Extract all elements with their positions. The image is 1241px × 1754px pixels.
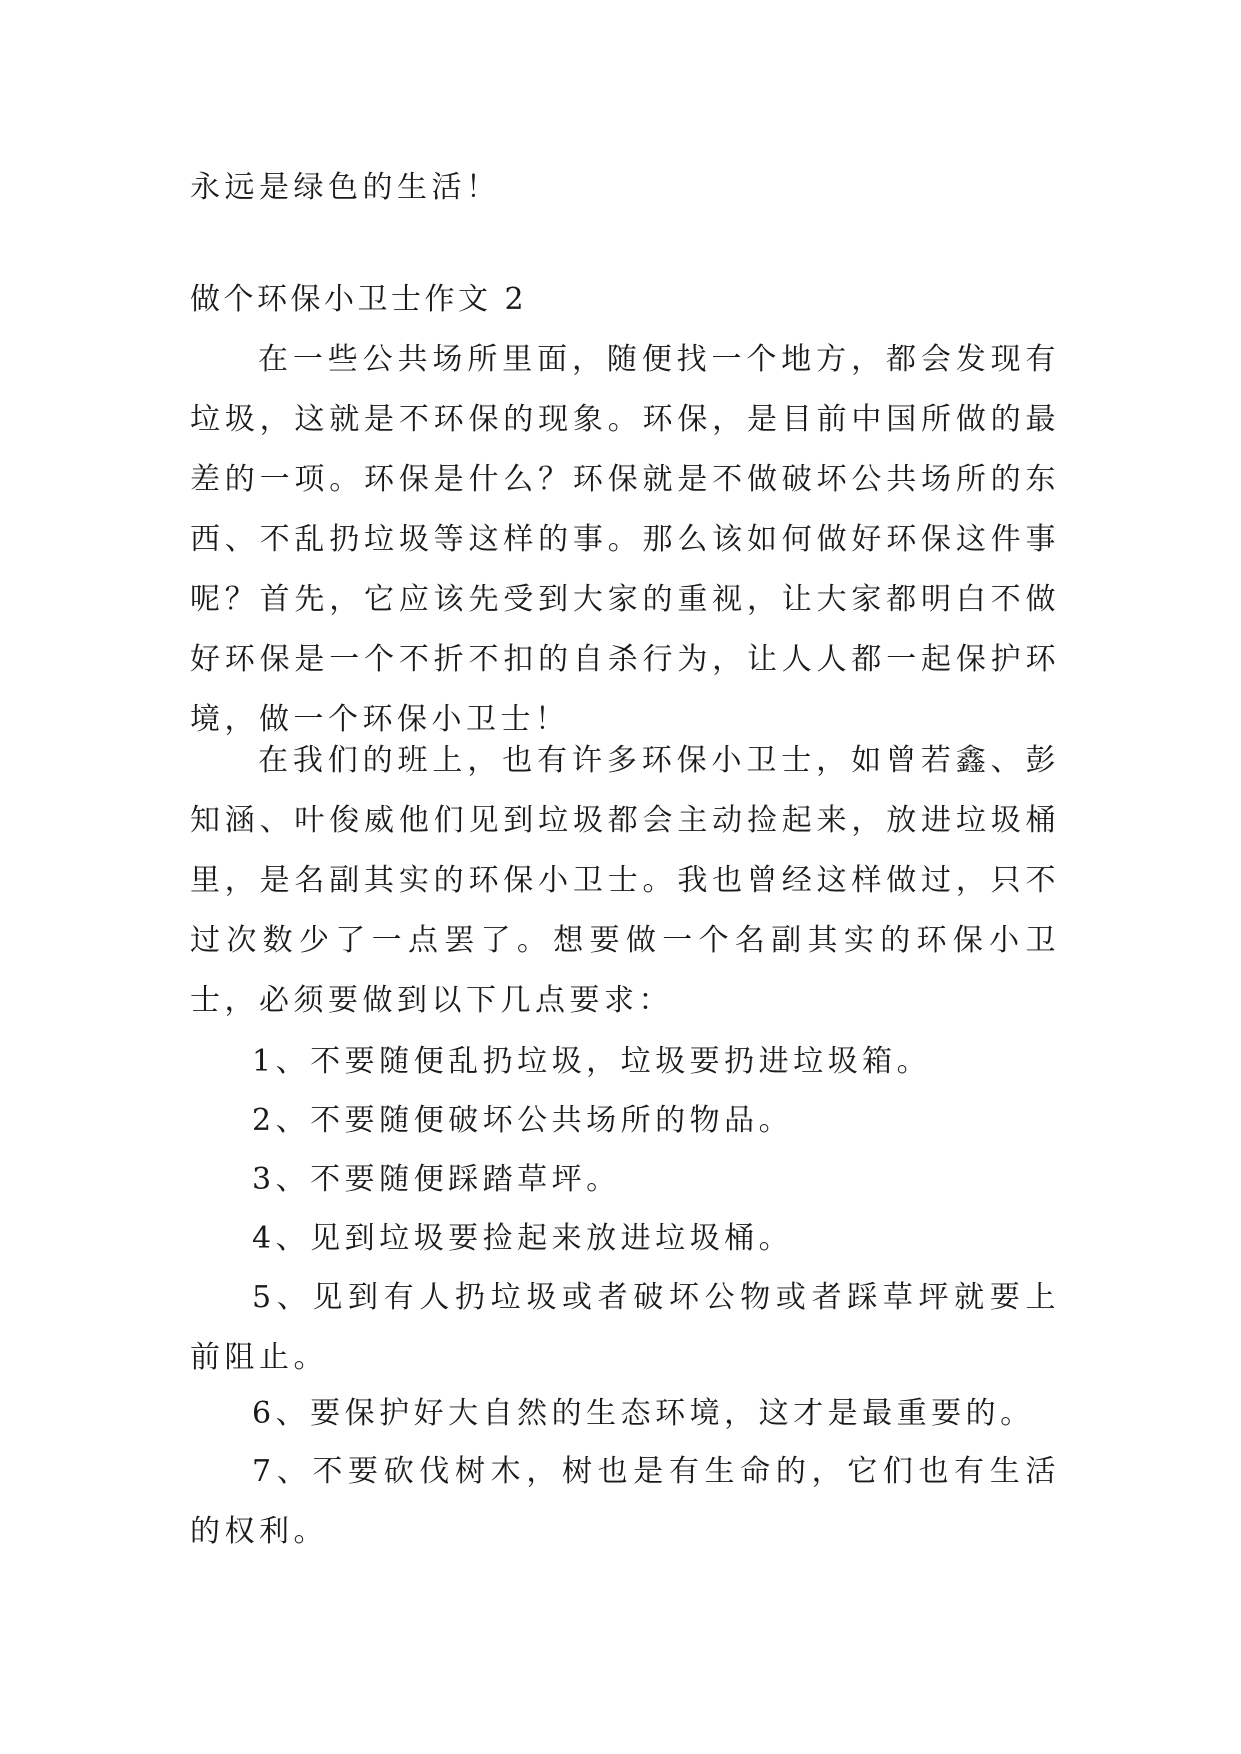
list-item: 1、不要随便乱扔垃圾，垃圾要扔进垃圾箱。 [252,1044,932,1079]
list-item: 7、不要砍伐树木，树也是有生命的，它们也有生活的权利。 [190,1454,1060,1549]
closing-line: 永远是绿色的生活！ [190,170,501,205]
list-item: 2、不要随便破坏公共场所的物品。 [252,1103,794,1138]
list-item: 4、见到垃圾要捡起来放进垃圾桶。 [252,1221,794,1256]
list-item: 6、要保护好大自然的生态环境，这才是最重要的。 [252,1396,1035,1431]
list-item: 3、不要随便踩踏草坪。 [252,1162,621,1197]
paragraph-intro: 在一些公共场所里面，随便找一个地方，都会发现有垃圾，这就是不环保的现象。环保，是目前中国所做的最差的一项。环保是什么？环保就是不做破坏公共场所的东西、不乱扔垃圾等这样的事。那么该如何做好环保这件事呢？首先，它应该先受到大家的重视，让大家都明白不做好环保是一个不折不扣的自杀行为，让人人都一起保护环境，做一个环保小卫士！ [190,342,1060,737]
list-item: 5、见到有人扔垃圾或者破坏公物或者踩草坪就要上前阻止。 [190,1280,1060,1375]
section-title: 做个环保小卫士作文 2 [190,282,528,317]
paragraph-class-example: 在我们的班上，也有许多环保小卫士，如曾若鑫、彭知涵、叶俊威他们见到垃圾都会主动捡起来，放进垃圾桶里，是名副其实的环保小卫士。我也曾经这样做过，只不过次数少了一点罢了。想要做一个名副其实的环保小卫士，必须要做到以下几点要求： [190,743,1060,1018]
